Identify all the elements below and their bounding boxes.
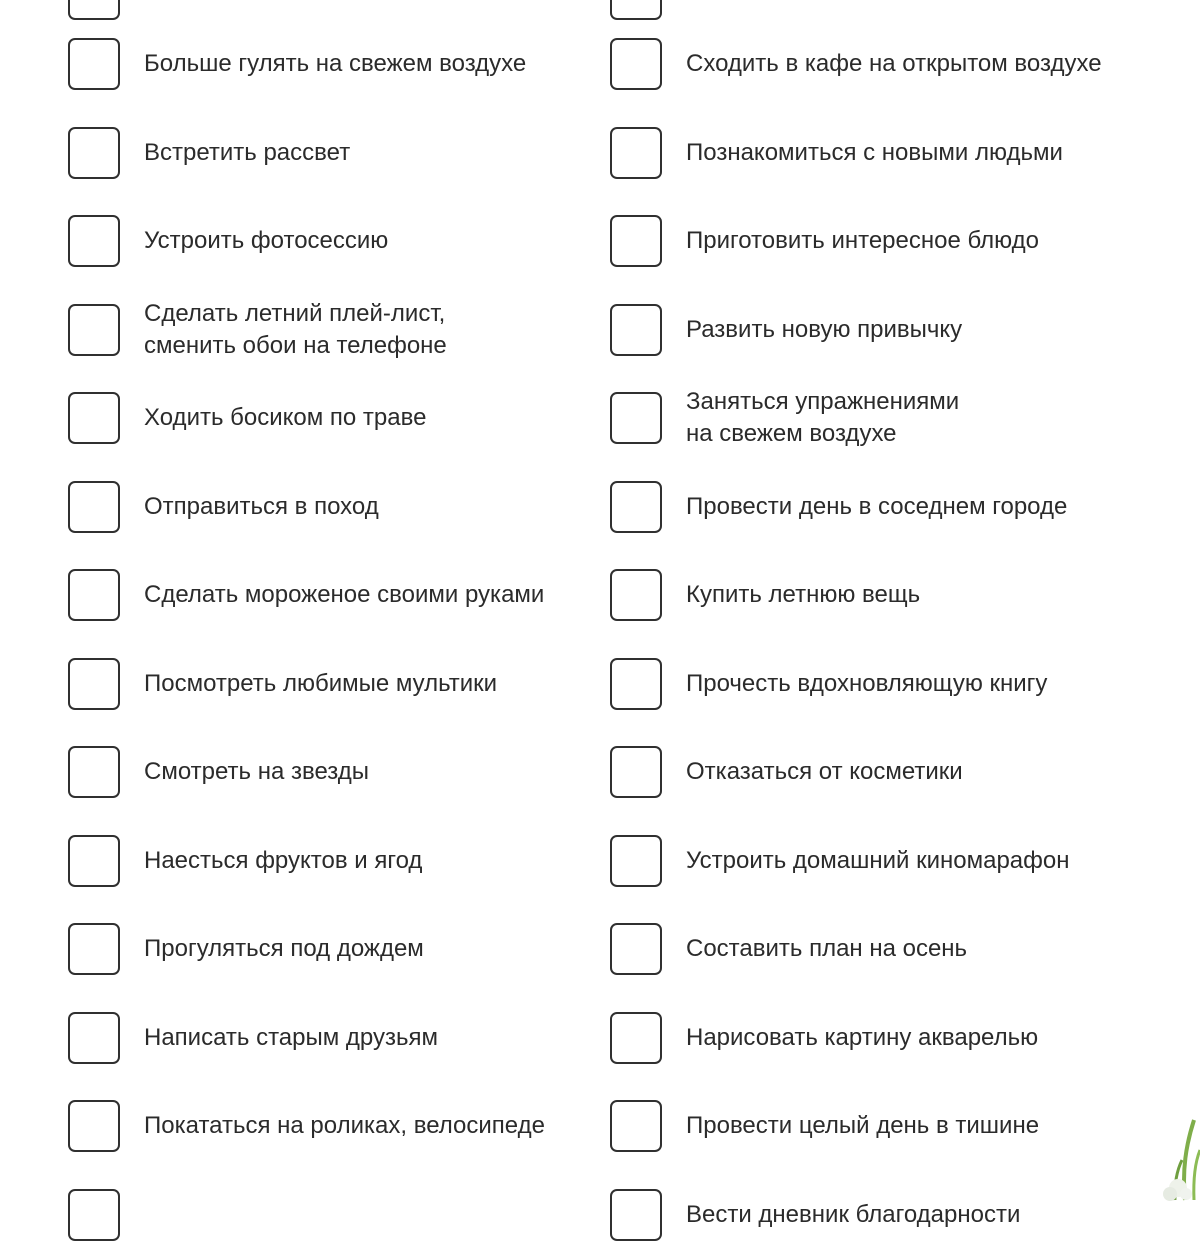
checklist-item-label: Смотреть на звезды (144, 758, 370, 785)
checklist-item (610, 656, 1170, 716)
checklist-item (610, 0, 1170, 26)
checkbox[interactable] (610, 38, 662, 90)
checklist-item-label: Составить план на осень (686, 935, 968, 962)
checklist-item-label: Больше гулять на свежем воздухе (144, 50, 527, 77)
checklist-item-label: Сделать мороженое своими руками (144, 581, 545, 608)
checkbox[interactable] (610, 746, 662, 798)
checklist-item (610, 833, 1170, 893)
checklist-item (610, 36, 1170, 96)
checklist-item (610, 1187, 1170, 1247)
checkbox[interactable] (610, 392, 662, 444)
checklist-item-label: Устроить домашний киномарафон (686, 847, 1070, 874)
checklist-item (610, 479, 1170, 539)
checklist-item-label: Провести целый день в тишине (686, 1112, 1040, 1139)
checklist-item (610, 921, 1170, 981)
checklist-item-label: Прочесть вдохновляющую книгу (686, 670, 1048, 697)
checklist-item (610, 213, 1170, 273)
checklist-item (610, 1098, 1170, 1158)
checklist-item-label: Ходить босиком по траве (144, 404, 427, 431)
checklist-item-label: Устроить фотосессию (144, 227, 389, 254)
checklist-item (610, 1010, 1170, 1070)
grass-decoration (1090, 1090, 1200, 1200)
checklist-item-label: Встретить рассвет (144, 139, 351, 166)
checklist-item-label: Провести день в соседнем городе (686, 493, 1068, 520)
checklist-item-label: Познакомиться с новыми людьми (686, 139, 1063, 166)
checklist-item-label: Развить новую привычку (686, 316, 963, 343)
checklist-item-label: Вести дневник благодарности (686, 1201, 1021, 1228)
checklist-item-label: Прогуляться под дождем (144, 935, 424, 962)
checkbox[interactable] (610, 658, 662, 710)
checklist-item-label: Посмотреть любимые мультики (144, 670, 498, 697)
checklist-item (610, 744, 1170, 804)
checkbox[interactable] (610, 1189, 662, 1241)
checklist-item-label: Сделать летний плей-лист, сменить обои на телефоне (144, 300, 447, 359)
checkbox[interactable] (610, 304, 662, 356)
checklist-item-label: Отправиться в поход (144, 493, 379, 520)
checkbox[interactable] (610, 215, 662, 267)
checklist-item-label: Покататься на роликах, велосипеде (144, 1112, 545, 1139)
checklist-item-label: Написать старым друзьям (144, 1024, 438, 1051)
checkbox[interactable] (610, 835, 662, 887)
checklist-item-label: Наесться фруктов и ягод (144, 847, 423, 874)
checklist-item (610, 125, 1170, 185)
checklist-item-label: Приготовить интересное блюдо (686, 227, 1039, 254)
checkbox[interactable] (610, 127, 662, 179)
checklist-item-label: Купить летнюю вещь (686, 581, 921, 608)
checkbox[interactable] (610, 1100, 662, 1152)
checklist-item-label: Заняться упражнениями на свежем воздухе (686, 388, 960, 447)
checkbox[interactable] (610, 923, 662, 975)
checklist-item-label: Отказаться от косметики (686, 758, 963, 785)
checkbox[interactable] (610, 1012, 662, 1064)
checklist-item (610, 302, 1170, 362)
checkbox[interactable] (610, 0, 662, 20)
checkbox[interactable] (610, 569, 662, 621)
checklist-item-label: Нарисовать картину акварелью (686, 1024, 1039, 1051)
checklist-item (610, 567, 1170, 627)
checkbox[interactable] (610, 481, 662, 533)
checklist-item (610, 390, 1170, 450)
checklist-item-label: Сходить в кафе на открытом воздухе (686, 50, 1102, 77)
